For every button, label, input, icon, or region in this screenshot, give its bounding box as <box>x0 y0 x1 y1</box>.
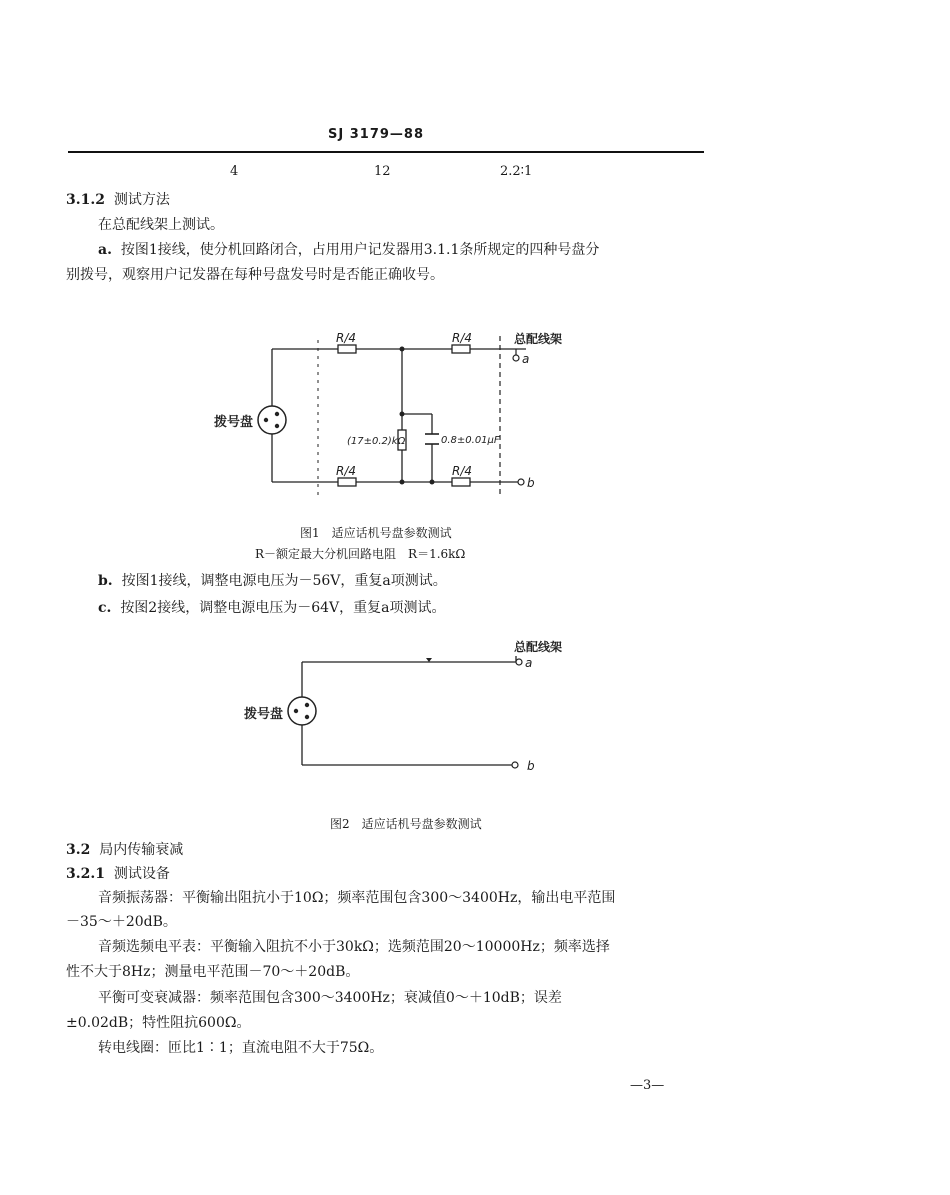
section-title: 测试设备 <box>113 866 170 882</box>
resistor-bottom-right <box>452 478 470 486</box>
label-r-top-left: R/4 <box>336 331 357 345</box>
page-number: —3— <box>630 1078 665 1093</box>
section-number: 3.2 <box>66 842 91 858</box>
label-r-bottom-right: R/4 <box>452 464 473 478</box>
figure-1-caption: 图1 适应话机号盘参数测试 <box>300 526 452 540</box>
item-a-text: 按图1接线，使分机回路闭合，占用用户记发器用3.1.1条所规定的四种号盘分 <box>120 242 600 258</box>
figure-1-note: R－额定最大分机回路电阻 R＝1.6kΩ <box>255 547 466 561</box>
resistor-bottom-left <box>338 478 356 486</box>
section-3-2-1-heading <box>66 863 170 883</box>
equipment-1-line-2: －35～＋20dB。 <box>66 914 177 930</box>
item-c-marker: c. <box>98 600 112 616</box>
figure-2-caption: 图2 适应话机号盘参数测试 <box>330 817 482 831</box>
table-cell-1: 4 <box>230 164 239 179</box>
label-r-bottom-left: R/4 <box>336 464 357 478</box>
resistor-top-right <box>452 345 470 353</box>
dialer-icon <box>258 406 286 434</box>
equipment-3-line-1: 平衡可变衰减器：频率范围包含300～3400Hz；衰减值0～＋10dB；误差 <box>98 990 562 1006</box>
item-a-marker: a. <box>98 242 112 258</box>
equipment-4-line-1: 转电线圈：匝比1∶1；直流电阻不大于75Ω。 <box>98 1040 384 1056</box>
item-b-marker: b. <box>98 573 113 589</box>
item-a-line-1 <box>98 239 599 259</box>
label-terminal-a: a <box>522 352 530 366</box>
item-c-text: 按图2接线，调整电源电压为－64V，重复a项测试。 <box>120 600 446 616</box>
section-title: 局内传输衰减 <box>99 842 184 858</box>
dialer-icon <box>288 697 316 725</box>
header-rule <box>68 151 704 153</box>
intro-paragraph: 在总配线架上测试。 <box>98 217 224 233</box>
terminal-a <box>516 659 522 665</box>
label-terminal-b: b <box>527 476 535 490</box>
equipment-1-line-1: 音频振荡器：平衡输出阻抗小于10Ω；频率范围包含300～3400Hz，输出电平范围 <box>98 890 616 906</box>
label-capacitor-value: 0.8±0.01μF <box>441 435 500 446</box>
item-a-line-2: 别拨号，观察用户记发器在每种号盘发号时是否能正确收号。 <box>66 267 444 283</box>
section-3-2-heading <box>66 839 183 859</box>
equipment-3-line-2: ±0.02dB；特性阻抗600Ω。 <box>66 1015 251 1031</box>
item-b <box>98 570 447 590</box>
label-dialer: 拨号盘 <box>244 707 284 722</box>
label-terminal-a: a <box>525 656 533 670</box>
label-frame: 总配线架 <box>514 640 563 654</box>
equipment-2-line-1: 音频选频电平表：平衡输入阻抗不小于30kΩ；选频范围20～10000Hz；频率选择 <box>98 939 610 955</box>
terminal-a <box>513 355 519 361</box>
label-dialer: 拨号盘 <box>214 415 254 430</box>
figure-1-diagram <box>200 320 570 510</box>
junction-dots <box>400 347 435 485</box>
label-frame: 总配线架 <box>514 332 563 346</box>
label-terminal-b: b <box>527 759 535 773</box>
standard-code: SJ 3179—88 <box>328 127 424 142</box>
figure-2-diagram <box>230 635 570 775</box>
resistor-top-left <box>338 345 356 353</box>
table-cell-2: 12 <box>374 164 391 179</box>
section-number: 3.2.1 <box>66 866 105 882</box>
equipment-2-line-2: 性不大于8Hz；测量电平范围－70～＋20dB。 <box>66 964 360 980</box>
section-3-1-2-heading <box>66 189 170 209</box>
table-cell-3: 2.2∶1 <box>500 164 533 179</box>
label-resistor-value: (17±0.2)kΩ <box>347 436 406 447</box>
item-c <box>98 597 446 617</box>
item-b-text: 按图1接线，调整电源电压为－56V，重复a项测试。 <box>121 573 447 589</box>
section-number: 3.1.2 <box>66 192 105 208</box>
terminal-b <box>512 762 518 768</box>
label-r-top-right: R/4 <box>452 331 473 345</box>
section-title: 测试方法 <box>113 192 170 208</box>
capacitor <box>425 434 439 444</box>
terminal-b <box>518 479 524 485</box>
